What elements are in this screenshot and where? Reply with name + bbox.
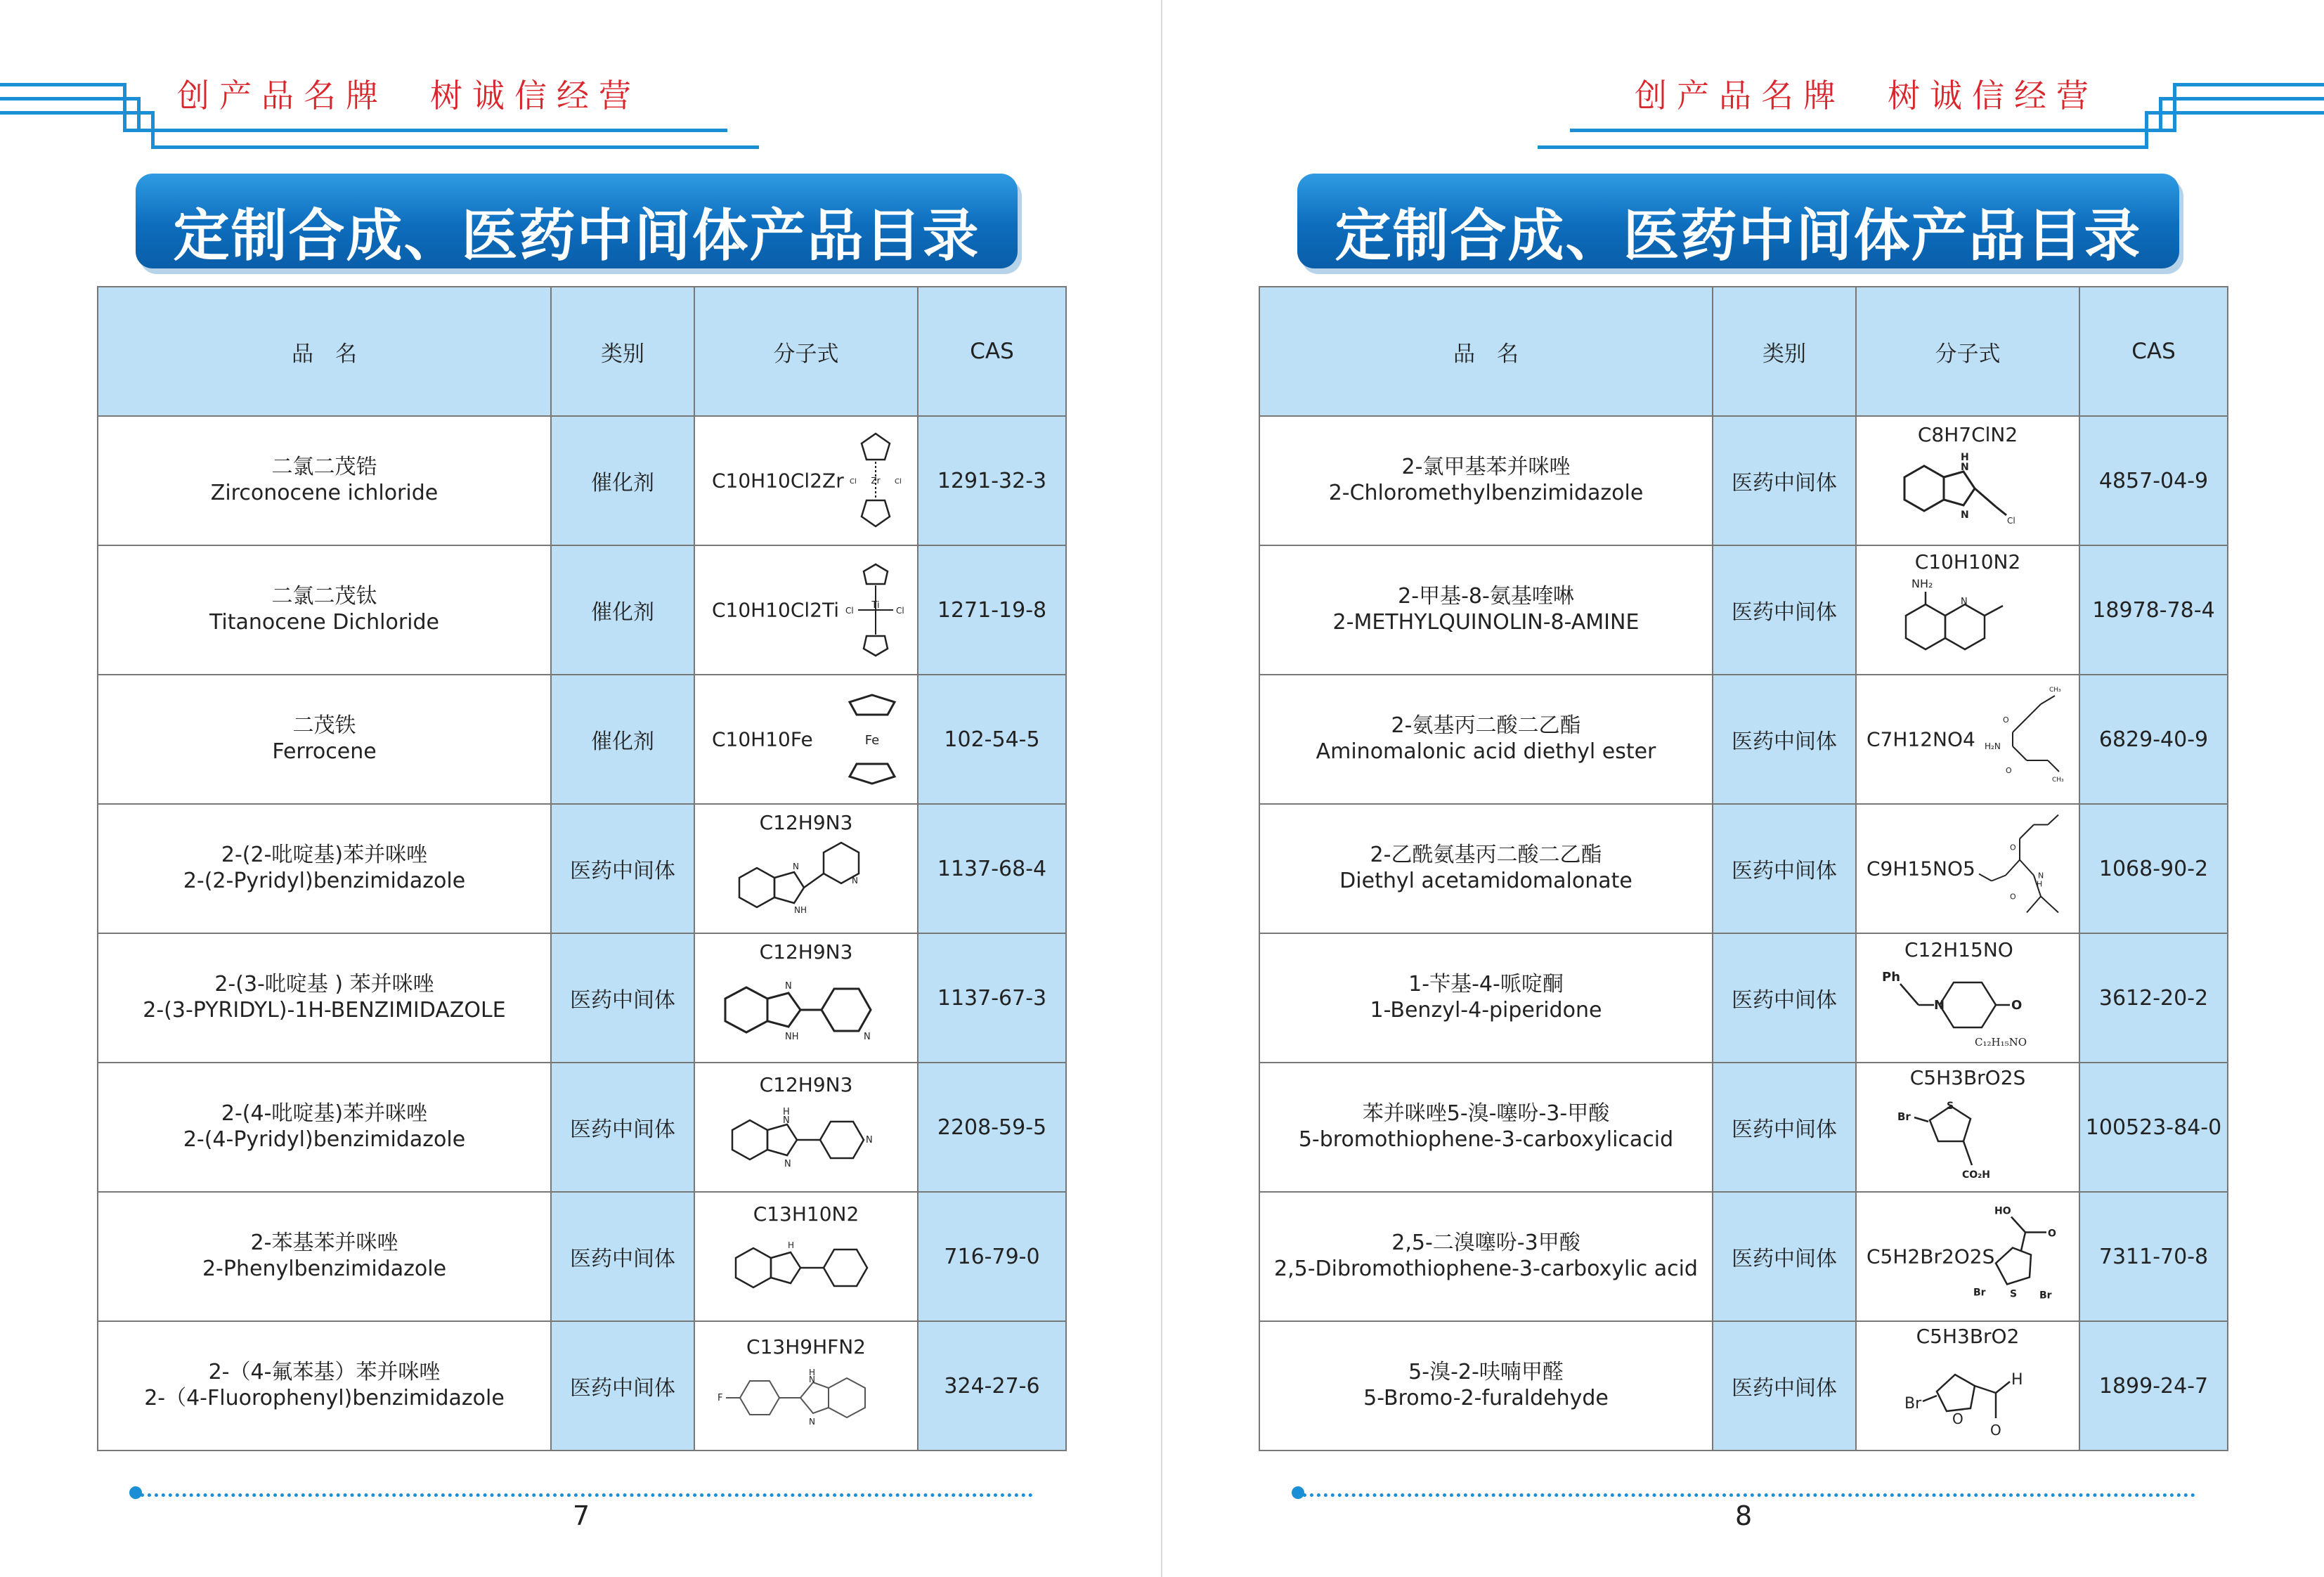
cas-number: 1068-90-2 xyxy=(2079,804,2228,933)
product-category: 医药中间体 xyxy=(551,804,694,933)
product-name-cell xyxy=(1259,1063,1713,1192)
cas-number: 4857-04-9 xyxy=(2079,416,2228,545)
product-name-en: Zirconocene ichloride xyxy=(210,481,439,505)
header-rule xyxy=(2145,111,2148,149)
product-name-en: 1-Benzyl-4-piperidone xyxy=(1370,998,1602,1023)
svg-text:CH₃: CH₃ xyxy=(2049,687,2061,694)
header-category: 类别 xyxy=(1713,287,1856,416)
header-name: 品 名 xyxy=(1259,287,1713,416)
cas-number: 2208-59-5 xyxy=(918,1063,1066,1192)
header-rule xyxy=(123,83,126,129)
zirconocene-structure-icon xyxy=(844,428,907,533)
table-row xyxy=(1259,675,2228,804)
header-cas: CAS xyxy=(918,287,1066,416)
product-category: 医药中间体 xyxy=(1713,1192,1856,1321)
cas-number: 102-54-5 xyxy=(918,675,1066,804)
formula-cell xyxy=(1856,933,2079,1063)
svg-text:N: N xyxy=(866,1134,873,1146)
formula-cell xyxy=(694,1321,918,1451)
cas-number: 1137-67-3 xyxy=(918,933,1066,1063)
product-name-en: 2-(2-Pyridyl)benzimidazole xyxy=(183,869,466,893)
product-table xyxy=(1259,286,2228,1451)
product-category: 医药中间体 xyxy=(551,1192,694,1321)
molecular-formula: C13H10N2 xyxy=(753,1202,859,1226)
product-name-cell xyxy=(98,1321,551,1451)
bromothiophene-structure-icon xyxy=(1883,1092,2052,1183)
product-name-cn: 二茂铁 xyxy=(292,713,356,739)
aminomalonate-structure-icon xyxy=(1971,683,2069,796)
product-name-cell xyxy=(98,804,551,933)
product-category: 医药中间体 xyxy=(1713,1063,1856,1192)
header-rule xyxy=(137,97,141,129)
molecular-formula: C13H9HFN2 xyxy=(746,1335,866,1358)
product-name-cell xyxy=(98,675,551,804)
methylquinolinamine-structure-icon xyxy=(1883,576,2052,664)
svg-text:H: H xyxy=(809,1367,816,1377)
header-name: 品 名 xyxy=(98,287,551,416)
product-category: 催化剂 xyxy=(551,545,694,675)
svg-text:F: F xyxy=(718,1392,723,1403)
slogan: 创产品名牌 树诚信经营 xyxy=(1635,77,2098,115)
footer-dotted-rule xyxy=(1303,1493,2195,1497)
table-row xyxy=(1259,1321,2228,1451)
header-rule xyxy=(2173,83,2176,132)
svg-text:N: N xyxy=(793,861,799,871)
product-name-cn: 2-乙酰氨基丙二酸二乙酯 xyxy=(1370,843,1602,868)
svg-text:Br: Br xyxy=(1973,1287,1986,1299)
product-name-en: 2-（4-Fluorophenyl)benzimidazole xyxy=(144,1386,505,1410)
product-name-cn: 2-(4-吡啶基)苯并咪唑 xyxy=(221,1101,428,1127)
product-name-cell xyxy=(98,416,551,545)
product-name-cell xyxy=(1259,416,1713,545)
svg-text:O: O xyxy=(2048,1228,2056,1240)
product-name-en: 2-(4-Pyridyl)benzimidazole xyxy=(183,1127,466,1152)
product-category: 医药中间体 xyxy=(1713,416,1856,545)
pyridylbenzimidazole-structure-icon xyxy=(715,966,897,1051)
svg-text:Cl: Cl xyxy=(845,606,854,616)
product-name-cn: 2-氨基丙二酸二乙酯 xyxy=(1391,713,1581,739)
page-number: 7 xyxy=(573,1500,590,1531)
svg-text:H: H xyxy=(783,1106,790,1117)
catalog-page-8 xyxy=(1162,0,2324,1577)
header-rule xyxy=(0,83,123,86)
svg-text:S: S xyxy=(1947,1100,1954,1112)
svg-text:O: O xyxy=(2011,997,2023,1013)
product-category: 医药中间体 xyxy=(551,933,694,1063)
product-name-cn: 2,5-二溴噻吩-3甲酸 xyxy=(1391,1231,1580,1256)
product-category: 催化剂 xyxy=(551,416,694,545)
molecular-formula: C12H9N3 xyxy=(759,1072,853,1096)
product-name-en: Titanocene Dichloride xyxy=(209,610,439,635)
page-number: 8 xyxy=(1735,1500,1753,1531)
formula-cell xyxy=(694,545,918,675)
product-name-cell xyxy=(1259,1192,1713,1321)
svg-text:CO₂H: CO₂H xyxy=(1962,1169,1991,1181)
formula-cell xyxy=(694,1063,918,1192)
cas-number: 6829-40-9 xyxy=(2079,675,2228,804)
svg-text:O: O xyxy=(2010,892,2016,902)
header-formula: 分子式 xyxy=(694,287,918,416)
ferrocene-structure-icon xyxy=(837,687,907,792)
svg-text:Zr: Zr xyxy=(871,476,881,486)
table-row xyxy=(98,675,1066,804)
molecular-formula: C5H3BrO2 xyxy=(1916,1324,2020,1348)
svg-text:N: N xyxy=(2038,871,2044,881)
svg-text:O: O xyxy=(2010,843,2016,852)
molecular-formula: C12H9N3 xyxy=(759,940,853,963)
product-name-cn: 2-(2-吡啶基)苯并咪唑 xyxy=(221,843,428,868)
table-row xyxy=(1259,1192,2228,1321)
svg-text:N: N xyxy=(783,1115,790,1126)
svg-text:Ph: Ph xyxy=(1882,969,1901,985)
product-name-cn: 5-溴-2-呋喃甲醛 xyxy=(1408,1360,1564,1385)
product-name-cn: 2-（4-氟苯基）苯并咪唑 xyxy=(208,1360,441,1385)
svg-text:S: S xyxy=(2010,1288,2018,1300)
acetamidomalonate-structure-icon xyxy=(1971,811,2069,927)
product-category: 医药中间体 xyxy=(1713,545,1856,675)
footer-dot xyxy=(129,1486,142,1499)
pyridylbenzimidazole-structure-icon xyxy=(725,837,887,921)
formula-cell xyxy=(694,1192,918,1321)
header-rule xyxy=(0,97,137,100)
table-row xyxy=(98,933,1066,1063)
svg-text:Br: Br xyxy=(1897,1110,1911,1123)
svg-text:N: N xyxy=(809,1374,815,1384)
product-name-cn: 2-苯基苯并咪唑 xyxy=(250,1231,398,1256)
cas-number: 716-79-0 xyxy=(918,1192,1066,1321)
table-row xyxy=(1259,545,2228,675)
cas-number: 1271-19-8 xyxy=(918,545,1066,675)
product-name-cn: 二氯二茂钛 xyxy=(271,584,377,609)
slogan: 创产品名牌 树诚信经营 xyxy=(177,77,641,115)
bromofuraldehyde-structure-icon xyxy=(1883,1351,2052,1442)
svg-text:N: N xyxy=(864,1031,871,1042)
formula-cell xyxy=(1856,1063,2079,1192)
svg-text:H: H xyxy=(2011,1370,2023,1389)
svg-text:N: N xyxy=(852,875,858,885)
svg-text:Cl: Cl xyxy=(850,478,857,486)
formula-cell xyxy=(1856,804,2079,933)
product-name-cn: 2-甲基-8-氨基喹啉 xyxy=(1398,584,1574,609)
table-row xyxy=(98,1063,1066,1192)
svg-text:H: H xyxy=(788,1240,795,1250)
dibromothiophene-structure-icon xyxy=(1971,1199,2069,1315)
formula-cell xyxy=(1856,1192,2079,1321)
product-name-cell xyxy=(98,933,551,1063)
svg-text:Cl: Cl xyxy=(2007,515,2015,526)
svg-text:N: N xyxy=(1934,997,1945,1013)
chloromethylbenzimidazole-structure-icon xyxy=(1883,449,2052,533)
product-table xyxy=(97,286,1067,1451)
formula-cell xyxy=(1856,545,2079,675)
header-cas: CAS xyxy=(2079,287,2228,416)
svg-text:NH₂: NH₂ xyxy=(1911,577,1933,590)
svg-text:N: N xyxy=(809,1416,815,1427)
product-name-cell xyxy=(98,1063,551,1192)
header-rule xyxy=(2159,97,2324,100)
fluorophenylbenzimidazole-structure-icon xyxy=(715,1361,897,1432)
product-name-en: 2-METHYLQUINOLIN-8-AMINE xyxy=(1332,610,1640,635)
molecular-formula: C10H10Fe xyxy=(712,727,813,751)
benzylpiperidone-structure-icon xyxy=(1869,961,2066,1053)
table-row xyxy=(98,804,1066,933)
svg-text:Fe: Fe xyxy=(864,733,880,748)
product-category: 医药中间体 xyxy=(1713,675,1856,804)
svg-text:HO: HO xyxy=(1994,1205,2011,1217)
table-row xyxy=(98,545,1066,675)
cas-number: 324-27-6 xyxy=(918,1321,1066,1451)
svg-text:N: N xyxy=(784,1158,791,1169)
product-name-cell xyxy=(98,545,551,675)
table-row xyxy=(1259,804,2228,933)
product-name-en: Ferrocene xyxy=(272,739,377,764)
svg-text:Cl: Cl xyxy=(896,606,904,616)
header-formula: 分子式 xyxy=(1856,287,2079,416)
svg-text:O: O xyxy=(2003,715,2009,725)
title-banner xyxy=(1297,174,2179,268)
product-name-cell xyxy=(98,1192,551,1321)
product-name-en: Diethyl acetamidomalonate xyxy=(1339,869,1632,893)
svg-text:O: O xyxy=(1952,1410,1963,1427)
product-name-en: 2-Phenylbenzimidazole xyxy=(202,1257,447,1281)
formula-cell xyxy=(1856,416,2079,545)
table-header-row xyxy=(98,287,1066,416)
header-rule xyxy=(2173,83,2324,86)
header-rule xyxy=(2145,111,2324,115)
phenylbenzimidazole-structure-icon xyxy=(722,1228,890,1306)
formula-cell xyxy=(694,416,918,545)
molecular-formula: C8H7ClN2 xyxy=(1917,422,2018,446)
product-name-cn: 2-氯甲基苯并咪唑 xyxy=(1401,455,1571,480)
formula-cell xyxy=(1856,1321,2079,1451)
molecular-formula: C10H10Cl2Ti xyxy=(712,598,840,622)
svg-text:C₁₂H₁₅NO: C₁₂H₁₅NO xyxy=(1975,1035,2027,1049)
product-name-cn: 2-(3-吡啶基 ) 苯并咪唑 xyxy=(214,972,434,997)
product-name-cn: 苯并咪唑5-溴-噻吩-3-甲酸 xyxy=(1362,1101,1610,1127)
molecular-formula: C12H9N3 xyxy=(759,810,853,834)
svg-text:NH: NH xyxy=(785,1031,799,1042)
product-name-cell xyxy=(1259,545,1713,675)
header-rule xyxy=(1538,145,2146,149)
product-category: 医药中间体 xyxy=(551,1321,694,1451)
cas-number: 7311-70-8 xyxy=(2079,1192,2228,1321)
formula-cell xyxy=(694,675,918,804)
table-row xyxy=(1259,416,2228,545)
molecular-formula: C10H10Cl2Zr xyxy=(712,469,844,493)
header-rule xyxy=(1570,129,2174,132)
header-category: 类别 xyxy=(551,287,694,416)
molecular-formula: C7H12NO4 xyxy=(1867,727,1975,751)
molecular-formula: C5H3BrO2S xyxy=(1909,1065,2026,1089)
titanocene-structure-icon xyxy=(844,557,907,663)
svg-text:N: N xyxy=(785,980,792,992)
svg-text:H: H xyxy=(1961,451,1969,463)
header-rule xyxy=(2159,97,2162,132)
svg-text:NH: NH xyxy=(794,904,807,915)
cas-number: 18978-78-4 xyxy=(2079,545,2228,675)
svg-text:N: N xyxy=(1961,509,1969,521)
cas-number: 1291-32-3 xyxy=(918,416,1066,545)
product-name-cn: 二氯二茂锆 xyxy=(271,455,377,480)
header-rule xyxy=(151,145,759,149)
catalog-title: 定制合成、医药中间体产品目录 xyxy=(173,203,980,268)
molecular-formula: C12H15NO xyxy=(1904,937,2013,961)
product-name-cell xyxy=(1259,1321,1713,1451)
product-name-cell xyxy=(1259,933,1713,1063)
svg-text:O: O xyxy=(1990,1421,2001,1439)
cas-number: 100523-84-0 xyxy=(2079,1063,2228,1192)
formula-cell xyxy=(694,804,918,933)
table-row xyxy=(98,1321,1066,1451)
product-name-cell xyxy=(1259,804,1713,933)
table-row xyxy=(1259,933,2228,1063)
svg-text:N: N xyxy=(1961,597,1968,607)
svg-text:O: O xyxy=(2006,766,2012,775)
footer-dotted-rule xyxy=(141,1493,1033,1497)
svg-text:Br: Br xyxy=(1904,1394,1922,1413)
svg-text:CH₃: CH₃ xyxy=(2052,777,2064,784)
molecular-formula: C5H2Br2O2S xyxy=(1867,1245,1995,1268)
formula-cell xyxy=(1856,675,2079,804)
product-name-en: 2-Chloromethylbenzimidazole xyxy=(1328,481,1644,505)
formula-cell xyxy=(694,933,918,1063)
cas-number: 1137-68-4 xyxy=(918,804,1066,933)
table-row xyxy=(1259,1063,2228,1192)
product-category: 医药中间体 xyxy=(1713,804,1856,933)
footer-dot xyxy=(1292,1486,1304,1499)
header-rule xyxy=(123,129,727,132)
product-name-en: 5-bromothiophene-3-carboxylicacid xyxy=(1298,1127,1674,1152)
product-name-cn: 1-苄基-4-哌啶酮 xyxy=(1408,972,1564,997)
title-banner xyxy=(136,174,1018,268)
svg-text:H: H xyxy=(2037,879,2043,889)
product-category: 医药中间体 xyxy=(551,1063,694,1192)
svg-text:Cl: Cl xyxy=(895,478,902,486)
product-category: 医药中间体 xyxy=(1713,1321,1856,1451)
header-rule xyxy=(0,111,151,115)
svg-text:Ti: Ti xyxy=(871,600,880,611)
cas-number: 3612-20-2 xyxy=(2079,933,2228,1063)
table-row xyxy=(98,1192,1066,1321)
svg-text:N: N xyxy=(1961,461,1969,473)
svg-text:H₂N: H₂N xyxy=(1985,741,2001,751)
pyridylbenzimidazole-structure-icon xyxy=(718,1099,894,1176)
product-category: 医药中间体 xyxy=(1713,933,1856,1063)
molecular-formula: C9H15NO5 xyxy=(1867,857,1975,881)
product-name-en: 2,5-Dibromothiophene-3-carboxylic acid xyxy=(1274,1257,1698,1281)
table-row xyxy=(98,416,1066,545)
svg-text:Br: Br xyxy=(2039,1290,2052,1302)
table-header-row xyxy=(1259,287,2228,416)
catalog-title: 定制合成、医药中间体产品目录 xyxy=(1335,203,2142,268)
product-name-cell xyxy=(1259,675,1713,804)
cas-number: 1899-24-7 xyxy=(2079,1321,2228,1451)
molecular-formula: C10H10N2 xyxy=(1914,550,2021,573)
product-name-en: Aminomalonic acid diethyl ester xyxy=(1316,739,1656,764)
product-category: 催化剂 xyxy=(551,675,694,804)
product-name-en: 5-Bromo-2-furaldehyde xyxy=(1363,1386,1609,1410)
product-name-en: 2-(3-PYRIDYL)-1H-BENZIMIDAZOLE xyxy=(143,998,506,1023)
